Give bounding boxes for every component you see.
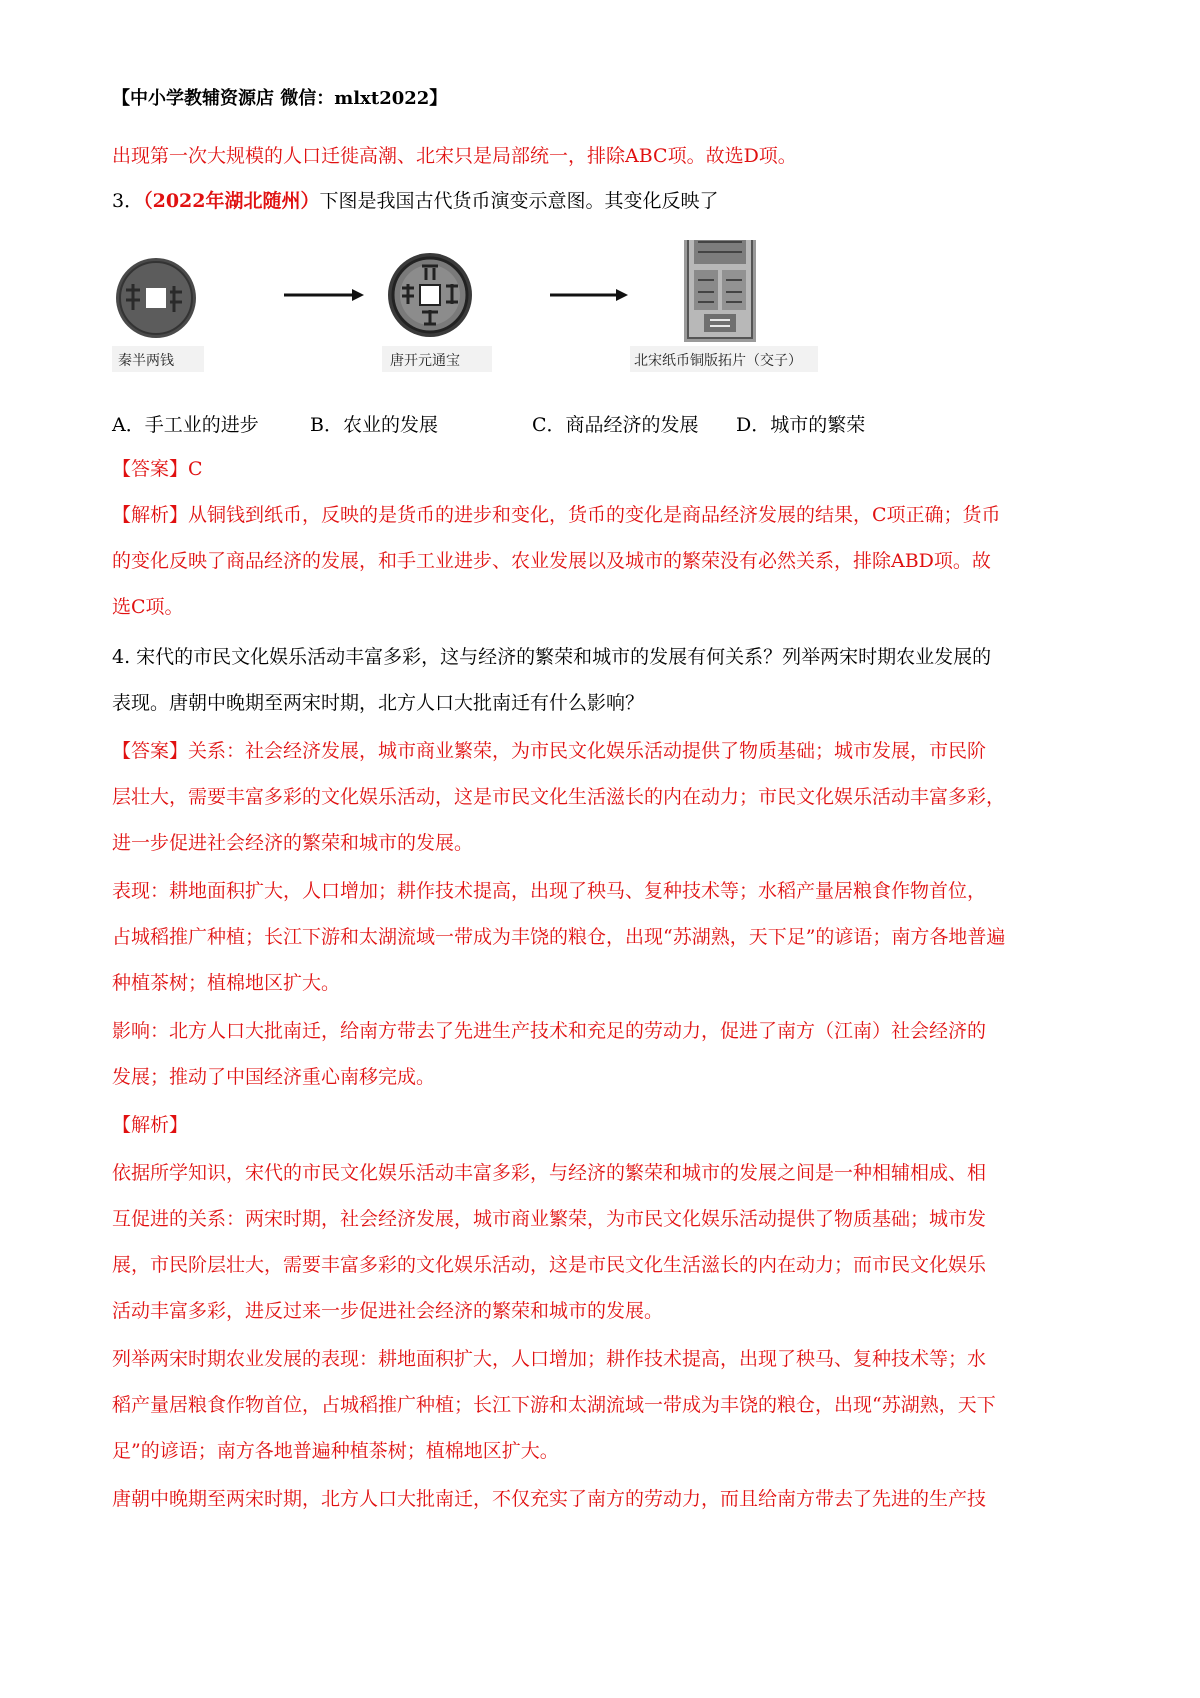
question-4-answer-line: 进一步促进社会经济的繁荣和城市的发展。 <box>112 832 474 854</box>
question-4-analysis-line: 展，市民阶层壮大，需要丰富多彩的文化娱乐活动，这是市民文化生活滋长的内在动力；而市民文化娱乐 <box>112 1254 987 1276</box>
question-3-analysis-line: 【解析】从铜钱到纸币，反映的是货币的进步和变化，货币的变化是商品经济发展的结果，C项正确；货币 <box>112 504 1001 526</box>
question-4-answer-line: 影响：北方人口大批南迁，给南方带去了先进生产技术和充足的劳动力，促进了南方（江南）社会经济的 <box>112 1020 987 1042</box>
question-4-analysis-line: 唐朝中晚期至两宋时期，北方人口大批南迁，不仅充实了南方的劳动力，而且给南方带去了先进的生产技 <box>112 1488 987 1510</box>
question-4-answer-line: 占城稻推广种植；长江下游和太湖流域一带成为丰饶的粮仓，出现“苏湖熟，天下足”的谚语；南方各地普遍 <box>112 926 1006 948</box>
page-header: 【中小学教辅资源店 微信：mlxt2022】 <box>112 88 448 109</box>
question-4-analysis-line: 稻产量居粮食作物首位，占城稻推广种植；长江下游和太湖流域一带成为丰饶的粮仓，出现“苏湖熟，天下 <box>112 1394 996 1416</box>
question-4-analysis-line: 列举两宋时期农业发展的表现：耕地面积扩大，人口增加；耕作技术提高，出现了秧马、复种技术等；水 <box>112 1348 987 1370</box>
arrow-2 <box>550 289 628 301</box>
caption-song-jiaozi: 北宋纸币铜版拓片（交子） <box>634 353 802 369</box>
question-4-answer-line: 层壮大，需要丰富多彩的文化娱乐活动，这是市民文化生活滋长的内在动力；市民文化娱乐活动丰富多彩， <box>112 786 1006 808</box>
question-3-answer: 【答案】C <box>112 458 203 480</box>
question-4-analysis-line: 足”的谚语；南方各地普遍种植茶树；植棉地区扩大。 <box>112 1440 559 1462</box>
question-3-analysis-line: 的变化反映了商品经济的发展，和手工业进步、农业发展以及城市的繁荣没有必然关系，排除ABD项。故 <box>112 550 991 572</box>
question-number: 3． <box>112 190 144 212</box>
qin-banliang-coin-image <box>116 258 196 338</box>
question-4-stem-line: 4. 宋代的市民文化娱乐活动丰富多彩，这与经济的繁荣和城市的发展有何关系？列举两宋时期农业发展的 <box>112 646 992 668</box>
option-c: C．商品经济的发展 <box>532 414 699 436</box>
question-source: （2022年湖北随州） <box>143 190 320 212</box>
question-text: 下图是我国古代货币演变示意图。其变化反映了 <box>319 190 719 212</box>
tang-kaiyuan-tongbao-coin-image <box>388 253 472 337</box>
question-4-analysis-title: 【解析】 <box>112 1114 189 1136</box>
option-d: D．城市的繁荣 <box>736 414 866 436</box>
question-3-analysis-line: 选C项。 <box>112 596 184 618</box>
arrow-1 <box>284 289 364 301</box>
question-4-answer-line: 【答案】关系：社会经济发展，城市商业繁荣，为市民文化娱乐活动提供了物质基础；城市发展，市民阶 <box>112 740 987 762</box>
caption-qin-banliang: 秦半两钱 <box>118 353 174 369</box>
question-4-analysis-line: 依据所学知识，宋代的市民文化娱乐活动丰富多彩，与经济的繁荣和城市的发展之间是一种相辅相成、相 <box>112 1162 987 1184</box>
question-4-answer-line: 发展；推动了中国经济重心南移完成。 <box>112 1066 436 1088</box>
currency-evolution-figure <box>112 240 892 380</box>
previous-answer-tail: 出现第一次大规模的人口迁徙高潮、北宋只是局部统一，排除ABC项。故选D项。 <box>112 145 797 167</box>
question-4-analysis-line: 活动丰富多彩，进反过来一步促进社会经济的繁荣和城市的发展。 <box>112 1300 664 1322</box>
caption-tang-kaiyuan: 唐开元通宝 <box>390 353 460 369</box>
question-3-stem <box>112 188 719 214</box>
question-4-answer-line: 种植茶树；植棉地区扩大。 <box>112 972 341 994</box>
question-4-stem-line: 表现。唐朝中晚期至两宋时期，北方人口大批南迁有什么影响？ <box>112 692 645 714</box>
option-a: A．手工业的进步 <box>112 414 259 436</box>
question-4-analysis-line: 互促进的关系：两宋时期，社会经济发展，城市商业繁荣，为市民文化娱乐活动提供了物质基础；城市发 <box>112 1208 987 1230</box>
song-jiaozi-rubbing-image <box>684 240 756 342</box>
question-4-answer-line: 表现：耕地面积扩大，人口增加；耕作技术提高，出现了秧马、复种技术等；水稻产量居粮食作物首位， <box>112 880 987 902</box>
option-b: B．农业的发展 <box>310 414 438 436</box>
